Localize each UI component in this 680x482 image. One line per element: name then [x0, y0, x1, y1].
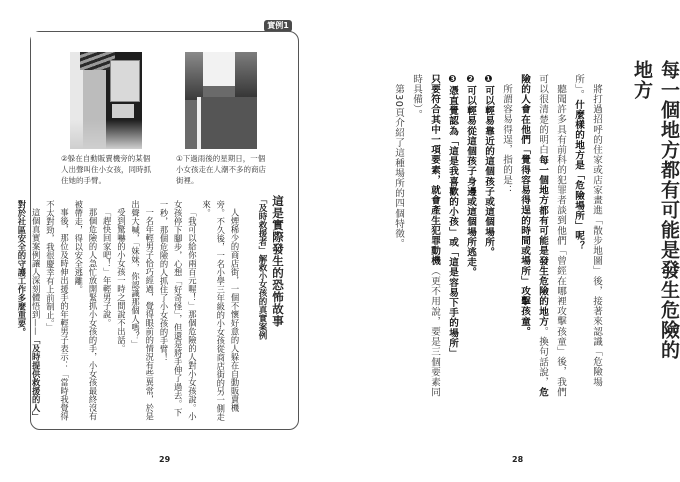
story-paragraph: 「趕快回家吧！」年輕男子說。 — [102, 208, 113, 328]
page-heading: 每一個地方都有可能是發生危險的地方 — [631, 60, 680, 360]
road-shape — [199, 97, 257, 149]
story-emphasis: 「及時提供救援的人」對於社區安全的守護工作多麼重要。 — [16, 200, 42, 421]
story-paragraph: 這個真實案例讓人深刻體悟到——「及時提供救援的人」對於社區安全的守護工作多麼重要。 — [16, 200, 42, 421]
right-page — [340, 0, 680, 482]
photo-caption-1: ①下過雨後的星期日，一個小女孩走在人潮不多的商店街裡。 — [176, 154, 266, 185]
condition-item: ❸憑直覺認為「這是我喜歡的小孩」或「這是容易下手的場所」 — [447, 74, 458, 359]
story-paragraph: 那個危險的人急忙放開緊抓小女孩的手，小女孩最終沒有被帶走，得以安全逃離。 — [73, 200, 98, 421]
condition-followup: 只要符合其中一項要素，就會產生犯罪動機（更不用說，要是三個要素同時具備）。 — [411, 74, 440, 398]
story-body — [16, 200, 242, 422]
number-2-icon: ❷ — [465, 74, 476, 86]
body-paragraph: 所謂容易得逞，指的是： — [501, 83, 512, 195]
photo-caption-2: ②躲在自動販賣機旁的某個人出聲叫住小女孩，同時抓住她的手臂。 — [61, 154, 151, 185]
body-paragraph: 將打過招呼的住家或店家畫進「散步地圖」後，接著來認識「危險場所」。什麼樣的地方是「危險場所」呢？ — [573, 74, 602, 387]
vending-panel-shape — [110, 60, 140, 102]
story-paragraph: 「我可以給你兩百元喔！」那個危險的人對小女孩說。小女孩停下腳步，心想「好奇怪」，但還是將手伸了過去。下一秒，那個危險的人抓住了小女孩的手臂！ — [158, 200, 198, 421]
curb-shape — [197, 97, 201, 149]
building-shape — [235, 52, 257, 102]
story-subtitle: 「及時救援者」解救小女孩的真實案例 — [257, 195, 267, 340]
vending-machine-photo — [70, 52, 142, 149]
page-number: 28 — [512, 455, 524, 464]
street-photo — [185, 52, 257, 149]
building-shape — [185, 52, 203, 100]
story-paragraph: 人煙稀少的商店街，一個不懷好意的人躲在自動販賣機旁。不久後，一名小學三年級的小女孩從商店街的另一側走來。 — [201, 200, 240, 421]
number-3-icon: ❸ — [447, 74, 458, 86]
story-paragraph: 一名年輕男子恰巧經過，覺得眼前的情況有些異常，於是出聲大喊，「妹妹，你認識那個人嗎？」 — [130, 200, 155, 421]
vending-panel-shape — [112, 104, 134, 118]
page-number: 29 — [159, 455, 171, 464]
closing-note: 第30頁介紹了這種場所的四個特徵。 — [393, 83, 404, 249]
condition-item: ❷可以輕易從這個孩子身邊或這個場所逃走。 — [465, 74, 476, 278]
right-body — [365, 74, 605, 404]
number-1-icon: ❶ — [483, 74, 494, 86]
condition-item: ❶可以輕易靠近的這個孩子或這個場所。 — [483, 74, 494, 258]
story-paragraph: 受到驚嚇的小女孩一時之間說不出話。 — [116, 208, 127, 353]
story-title: 這是實際發生的恐怖故事 — [271, 195, 285, 327]
body-paragraph: 聽聞許多具有前科的犯罪者談到他們「曾經在哪裡攻擊孩童」後，我們可以很清楚的明白每一個地方都有可能是發生危險的地方。換句話說，危險的人會在他們「覺得容易得逞的時間或場所」攻擊孩童。 — [519, 74, 566, 398]
case-badge: 實例1 — [264, 20, 292, 32]
story-paragraph: 事後，那位及時伸出援手的年輕男子表示：「當時我覺得不太對勁，我很慶幸有上前制止。」 — [45, 200, 70, 421]
